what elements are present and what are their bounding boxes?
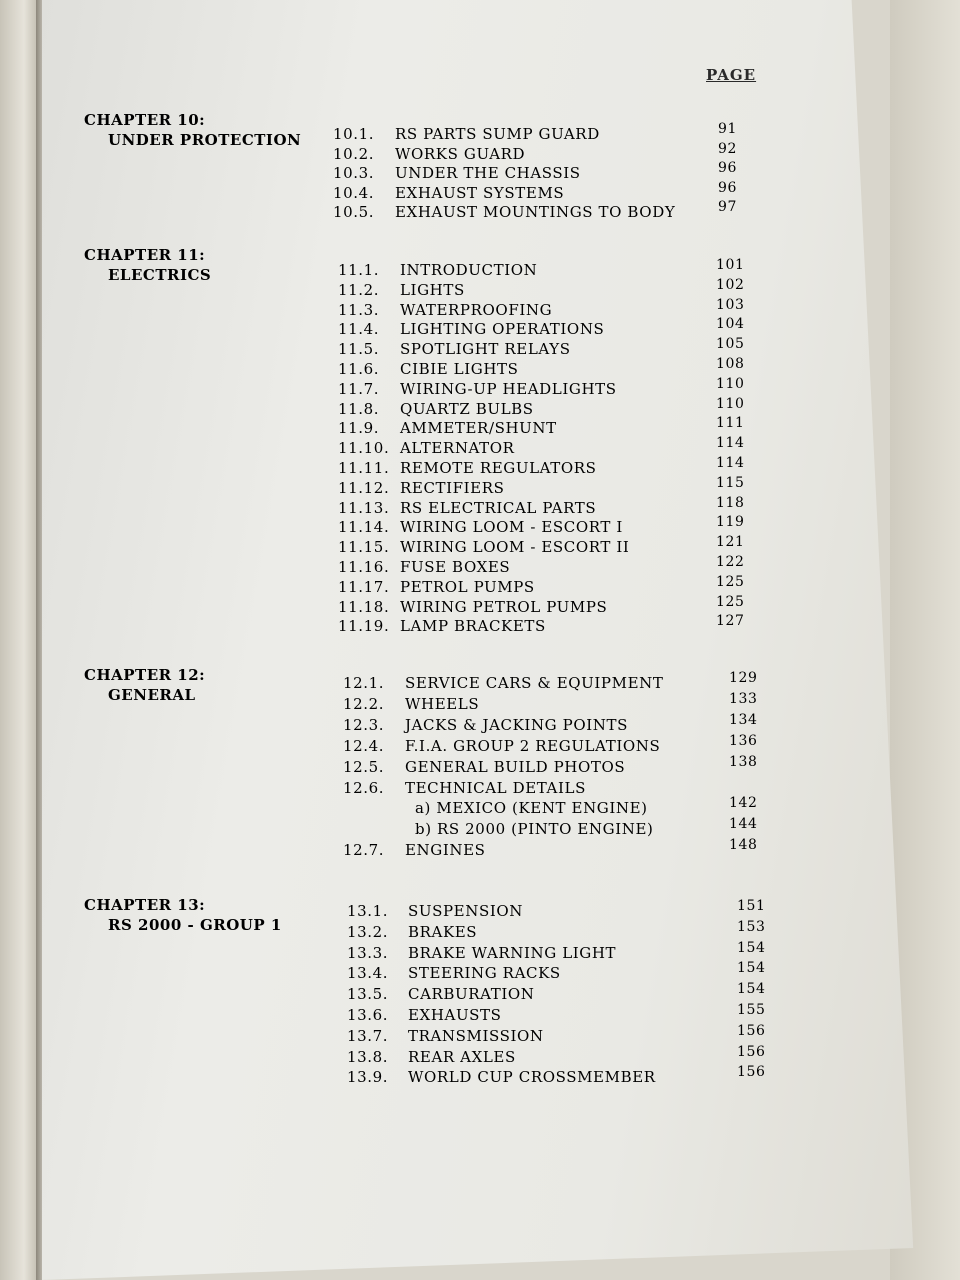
entry-page-number: 110 [716, 375, 745, 392]
entry-page-number: 144 [729, 816, 758, 833]
entry-title: ALTERNATOR [400, 439, 515, 458]
entry-number: 12.7. [343, 841, 385, 860]
entry-page-number: 154 [737, 939, 766, 956]
entry-page-number: 111 [716, 415, 745, 432]
entry-page-number: 142 [729, 795, 758, 812]
entry-number: 12.2. [343, 694, 385, 713]
entry-number: 11.10. [338, 439, 390, 458]
entry-page-number: 103 [716, 296, 745, 313]
chapter-heading [84, 110, 301, 150]
entry-page-number: 151 [737, 898, 766, 914]
entry-page-number: 105 [716, 336, 745, 353]
entry-page-number: 104 [716, 316, 745, 333]
chapter-number: CHAPTER 11: [84, 246, 206, 264]
entry-page-number: 156 [737, 1043, 766, 1060]
entry-title: WATERPROOFING [400, 300, 553, 319]
entry-number: 11.18. [338, 597, 390, 616]
entry-page-number: 154 [737, 960, 766, 977]
chapter-title: RS 2000 - GROUP 1 [108, 916, 282, 934]
entry-number: 11.14. [338, 518, 390, 537]
entry-number: 13.4. [347, 964, 389, 983]
entry-title: LAMP BRACKETS [400, 617, 546, 636]
entry-page-number: 156 [737, 1064, 766, 1081]
entry-number: 11.8. [338, 399, 380, 418]
entry-title: STEERING RACKS [408, 964, 561, 983]
entry-title: WIRING LOOM - ESCORT I [400, 518, 623, 537]
entry-title: WIRING-UP HEADLIGHTS [400, 379, 617, 398]
entry-number: 10.4. [333, 183, 375, 202]
entry-number: 13.3. [347, 943, 389, 962]
entry-number: 11.4. [338, 320, 380, 339]
chapter-number: CHAPTER 13: [84, 896, 206, 914]
entry-number: 12.4. [343, 736, 385, 755]
entry-number: 11.2. [338, 280, 380, 299]
entry-title: QUARTZ BULBS [400, 399, 534, 418]
entry-title: ENGINES [405, 841, 486, 860]
entry-page-number: 148 [729, 837, 758, 854]
page-column-heading: PAGE [706, 66, 757, 84]
entry-title: PETROL PUMPS [400, 577, 535, 596]
chapter-heading [84, 895, 282, 935]
entry-number: 13.5. [347, 985, 389, 1004]
sub-entry-title: a) MEXICO (KENT ENGINE) [415, 799, 648, 818]
entry-page-number: 97 [718, 199, 738, 215]
entry-page-number: 91 [718, 121, 738, 137]
entry-title: INTRODUCTION [400, 261, 538, 279]
entry-title: GENERAL BUILD PHOTOS [405, 757, 626, 776]
entry-number: 11.15. [338, 538, 390, 557]
entry-number: 13.1. [347, 902, 389, 920]
entry-title: RECTIFIERS [400, 478, 505, 497]
entry-title: WORLD CUP CROSSMEMBER [408, 1068, 656, 1087]
entry-page-number: 108 [716, 356, 745, 372]
entry-title: BRAKES [408, 922, 478, 941]
entry-number: 12.3. [343, 715, 385, 734]
sub-entry-title: b) RS 2000 (PINTO ENGINE) [415, 820, 654, 839]
entry-page-number: 155 [737, 1002, 766, 1018]
chapter-title: GENERAL [108, 686, 196, 704]
entry-title: SPOTLIGHT RELAYS [400, 340, 571, 359]
entry-page-number: 110 [716, 395, 745, 412]
entry-title: TECHNICAL DETAILS [405, 778, 586, 797]
entry-number: 11.1. [338, 261, 380, 279]
entry-number: 11.12. [338, 478, 390, 497]
entry-page-number: 154 [737, 981, 766, 998]
entry-number: 11.16. [338, 558, 390, 576]
entry-number: 10.3. [333, 164, 375, 182]
entry-page-number: 96 [718, 179, 738, 196]
entry-number: 11.3. [338, 300, 380, 319]
entry-title: WIRING LOOM - ESCORT II [400, 538, 630, 557]
entry-title: BRAKE WARNING LIGHT [408, 943, 617, 962]
entry-number: 12.5. [343, 757, 385, 776]
chapter-title: ELECTRICS [108, 266, 212, 284]
entry-title: UNDER THE CHASSIS [395, 164, 581, 182]
entry-page-number: 96 [718, 160, 738, 176]
entry-page-number: 122 [716, 554, 745, 570]
chapter-number: CHAPTER 10: [84, 111, 206, 129]
entry-number: 10.1. [333, 125, 375, 143]
entry-title: RS ELECTRICAL PARTS [400, 498, 597, 517]
chapter-heading [84, 665, 205, 705]
entry-title: SUSPENSION [408, 902, 523, 920]
chapter-heading [84, 245, 211, 285]
entry-title: EXHAUST MOUNTINGS TO BODY [395, 203, 676, 221]
entry-page-number: 125 [716, 593, 745, 610]
entry-title: REAR AXLES [408, 1047, 516, 1066]
entry-page-number: 125 [716, 573, 745, 590]
entry-title: EXHAUSTS [408, 1006, 502, 1024]
entry-title: LIGHTING OPERATIONS [400, 320, 605, 339]
facing-page-edge [0, 0, 40, 1280]
entry-title: WHEELS [405, 694, 480, 713]
entry-title: RS PARTS SUMP GUARD [395, 125, 600, 143]
entry-title: F.I.A. GROUP 2 REGULATIONS [405, 736, 661, 755]
entry-page-number: 156 [737, 1022, 766, 1039]
entry-number: 11.13. [338, 498, 390, 517]
entry-page-number: 133 [729, 690, 758, 707]
entry-number: 11.11. [338, 459, 390, 477]
entry-title: REMOTE REGULATORS [400, 459, 597, 477]
entry-number: 12.1. [343, 674, 385, 692]
entry-title: FUSE BOXES [400, 558, 511, 576]
entry-page-number: 121 [716, 534, 745, 551]
entry-page-number: 114 [716, 455, 745, 471]
entry-title: CIBIE LIGHTS [400, 360, 519, 378]
entry-title: JACKS & JACKING POINTS [405, 715, 628, 734]
entry-page-number: 119 [716, 514, 745, 531]
entry-number: 13.2. [347, 922, 389, 941]
entry-page-number: 115 [716, 474, 745, 491]
entry-number: 11.19. [338, 617, 390, 636]
entry-number: 13.8. [347, 1047, 389, 1066]
entry-title: WIRING PETROL PUMPS [400, 597, 608, 616]
entry-number: 13.6. [347, 1006, 389, 1024]
entry-title: LIGHTS [400, 280, 465, 299]
entry-number: 11.9. [338, 419, 380, 438]
entry-number: 10.5. [333, 203, 375, 221]
entry-title: AMMETER/SHUNT [400, 419, 557, 438]
entry-title: TRANSMISSION [408, 1026, 544, 1045]
entry-number: 10.2. [333, 144, 375, 163]
entry-number: 11.17. [338, 577, 390, 596]
entry-page-number: 153 [737, 918, 766, 935]
entry-page-number: 118 [716, 494, 745, 511]
entry-page-number: 102 [716, 276, 745, 293]
entry-title: EXHAUST SYSTEMS [395, 183, 565, 202]
entry-page-number: 129 [729, 670, 758, 686]
chapter-title: UNDER PROTECTION [108, 131, 302, 149]
entry-page-number: 138 [729, 753, 758, 770]
entry-page-number: 134 [729, 711, 758, 728]
chapter-number: CHAPTER 12: [84, 666, 206, 684]
entry-title: SERVICE CARS & EQUIPMENT [405, 674, 664, 692]
entry-page-number: 127 [716, 613, 745, 630]
entry-number: 13.7. [347, 1026, 389, 1045]
entry-title: WORKS GUARD [395, 144, 526, 163]
entry-number: 11.5. [338, 340, 380, 359]
entry-number: 11.7. [338, 379, 380, 398]
entry-number: 13.9. [347, 1068, 389, 1087]
entry-page-number: 136 [729, 732, 758, 749]
entry-page-number: 101 [716, 257, 745, 273]
entry-title: CARBURATION [408, 985, 535, 1004]
entry-number: 12.6. [343, 778, 385, 797]
entry-number: 11.6. [338, 360, 380, 378]
entry-page-number: 92 [718, 140, 738, 157]
entry-page-number: 114 [716, 435, 745, 452]
